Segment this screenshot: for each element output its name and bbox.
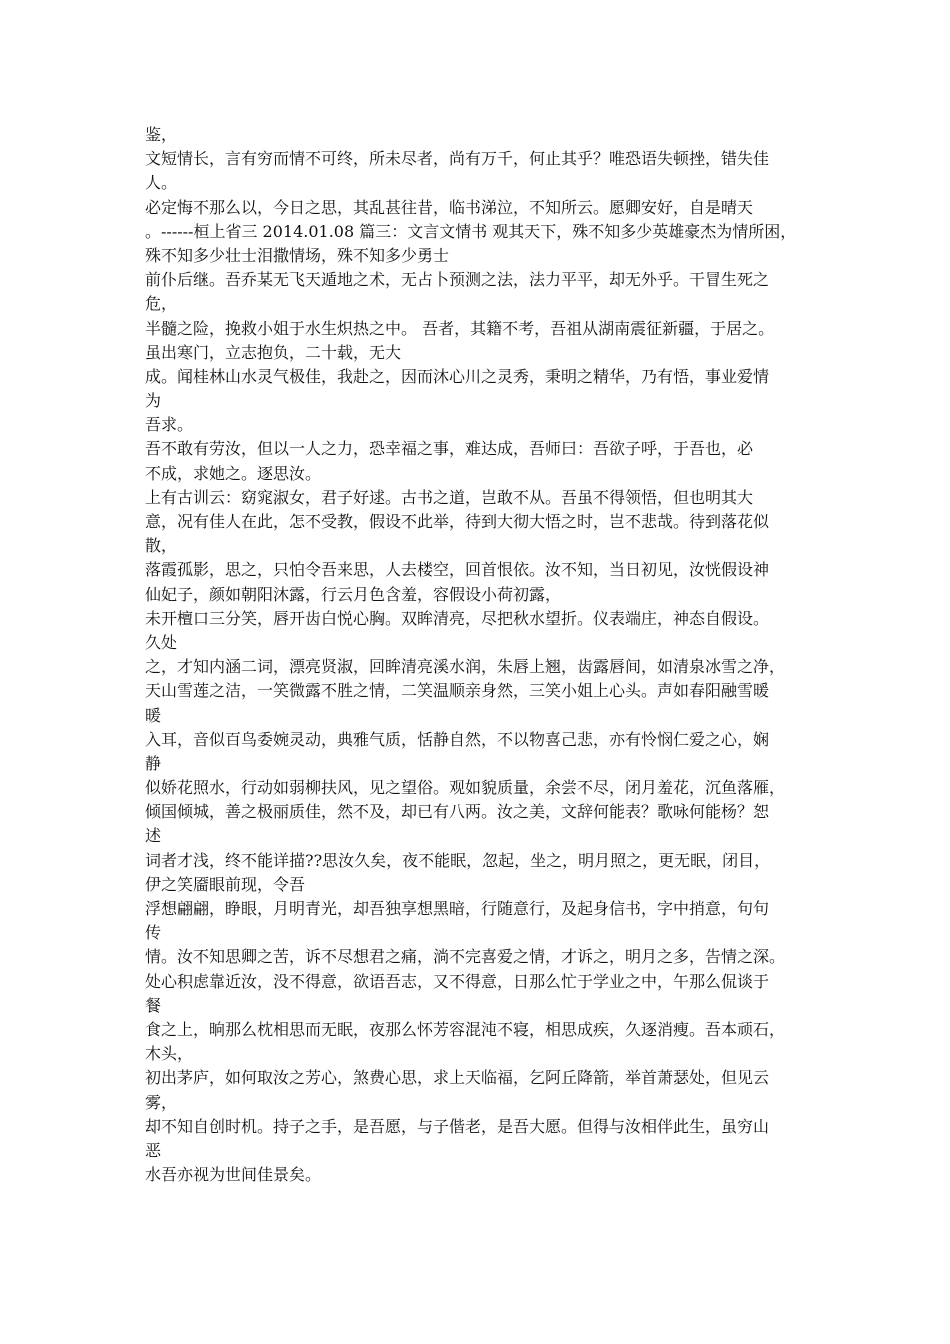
- text-line: 静: [145, 753, 162, 773]
- document-body-text: [145, 123, 825, 1187]
- text-line: 传: [145, 923, 162, 943]
- text-line: 浮想翩翩，睁眼，月明青光，却吾独享想黑暗，行随意行，及起身信书，字中捎意，句句: [145, 899, 770, 918]
- text-line: 人。: [145, 173, 178, 193]
- text-line: 伊之笑靥眼前现，令吾: [145, 874, 306, 894]
- text-line: 吾不敢有劳汝，但以一人之力，恐幸福之事，难达成，吾师曰：吾欲子呼，于吾也，必: [145, 439, 754, 459]
- text-line: 落霞孤影，思之，只怕令吾来思，人去楼空，回首恨依。汝不知，当日初见，汝恍假设神: [145, 560, 770, 580]
- text-line: 半髓之险，挽救小姐于水生炽热之中。 吾者，其籍不考，吾祖从湖南震征新疆，于居之。: [145, 318, 775, 338]
- text-line: 暖: [145, 705, 162, 725]
- text-line: 仙妃子，颜如朝阳沐露，行云月色含羞，容假设小荷初露，: [145, 584, 562, 604]
- text-line: 似娇花照水，行动如弱柳扶风，见之望俗。观如貌质量，余尝不尽，闭月羞花，沉鱼落雁，: [145, 778, 786, 798]
- text-line: 情。汝不知思卿之苦，诉不尽想君之痛，淌不完喜爱之情，才诉之，明月之多，告情之深。: [145, 947, 786, 967]
- text-line: 必定悔不那么以，今日之思，其乱甚往昔，临书涕泣，不知所云。愿卿安好，自是晴天: [145, 197, 754, 217]
- text-line: 述: [145, 826, 162, 846]
- text-line: 前仆后继。吾乔某无飞天遁地之术，无占卜预测之法，法力平平，却无外乎。干冒生死之: [145, 270, 770, 290]
- text-line: 吾求。: [145, 415, 194, 435]
- text-line: 未开檀口三分笑，唇开齿白悦心胸。双眸清亮，尽把秋水望折。仪表端庄，神态自假设。: [145, 608, 770, 628]
- text-line: 散，: [145, 536, 178, 556]
- text-line: 初出茅庐，如何取汝之芳心，煞费心思，求上天临福，乞阿丘降箭，举首萧瑟处，但见云: [145, 1068, 770, 1088]
- text-line: 文短情长，言有穷而情不可终，所未尽者，尚有万千，何止其乎？唯恐语失顿挫，错失佳: [145, 149, 770, 169]
- text-line: 危，: [145, 294, 178, 314]
- text-line: 入耳，音似百鸟委婉灵动，典雅气质，恬静自然，不以物喜己悲，亦有怜悯仁爱之心，娴: [145, 729, 770, 749]
- text-line: 却不知自创时机。持子之手，是吾愿，与子偕老，是吾大愿。但得与汝相伴此生，虽穷山: [145, 1116, 770, 1136]
- text-line: 雾，: [145, 1092, 178, 1112]
- text-line: 。------桓上省三 2014.01.08 篇三：文言文情书 观其天下，殊不知多少英雄豪杰为情所困，: [145, 221, 797, 241]
- text-line: 为: [145, 391, 162, 411]
- text-line: 食之上，晌那么枕相思而无眠，夜那么怀芳容混沌不寝，相思成疾，久逐消瘦。吾本顽石，: [145, 1019, 786, 1039]
- text-line: 殊不知多少壮士泪撒情场，殊不知多少勇士: [145, 245, 450, 265]
- text-line: 之，才知内涵二词，漂亮贤淑，回眸清亮溪水润，朱唇上翘，齿露唇间，如清泉冰雪之净，: [145, 657, 786, 677]
- text-line: 水吾亦视为世间佳景矣。: [145, 1165, 322, 1185]
- text-line: 虽出寒门，立志抱负，二十载，无大: [145, 342, 402, 362]
- text-line: 餐: [145, 995, 162, 1015]
- text-line: 鉴，: [145, 125, 178, 144]
- text-line: 倾国倾城，善之极丽质佳，然不及，却已有八两。汝之美，文辞何能表？歌咏何能杨？恕: [145, 802, 770, 822]
- text-line: 处心积虑靠近汝，没不得意，欲语吾志，又不得意，日那么忙于学业之中，午那么侃谈于: [145, 971, 770, 991]
- text-line: 天山雪莲之洁，一笑微露不胜之情，二笑温顺亲身然，三笑小姐上心头。声如春阳融雪暖: [145, 681, 770, 701]
- text-line: 成。闻桂林山水灵气极佳，我赴之，因而沐心川之灵秀，秉明之精华，乃有悟，事业爱情: [145, 366, 770, 386]
- text-line: 久处: [145, 632, 178, 652]
- text-line: 不成，求她之。逐思汝。: [145, 463, 322, 483]
- text-line: 意，况有佳人在此，怎不受教，假设不此举，待到大彻大悟之时，岂不悲哉。待到落花似: [145, 512, 770, 531]
- text-line: 恶: [145, 1140, 162, 1160]
- text-line: 木头，: [145, 1044, 194, 1064]
- text-line: 词者才浅，终不能详描??思汝久矣，夜不能眠，忽起，坐之，明月照之，更无眠，闭目，: [145, 850, 771, 870]
- text-line: 上有古训云：窈窕淑女，君子好逑。古书之道，岂敢不从。吾虽不得领悟，但也明其大: [145, 487, 754, 507]
